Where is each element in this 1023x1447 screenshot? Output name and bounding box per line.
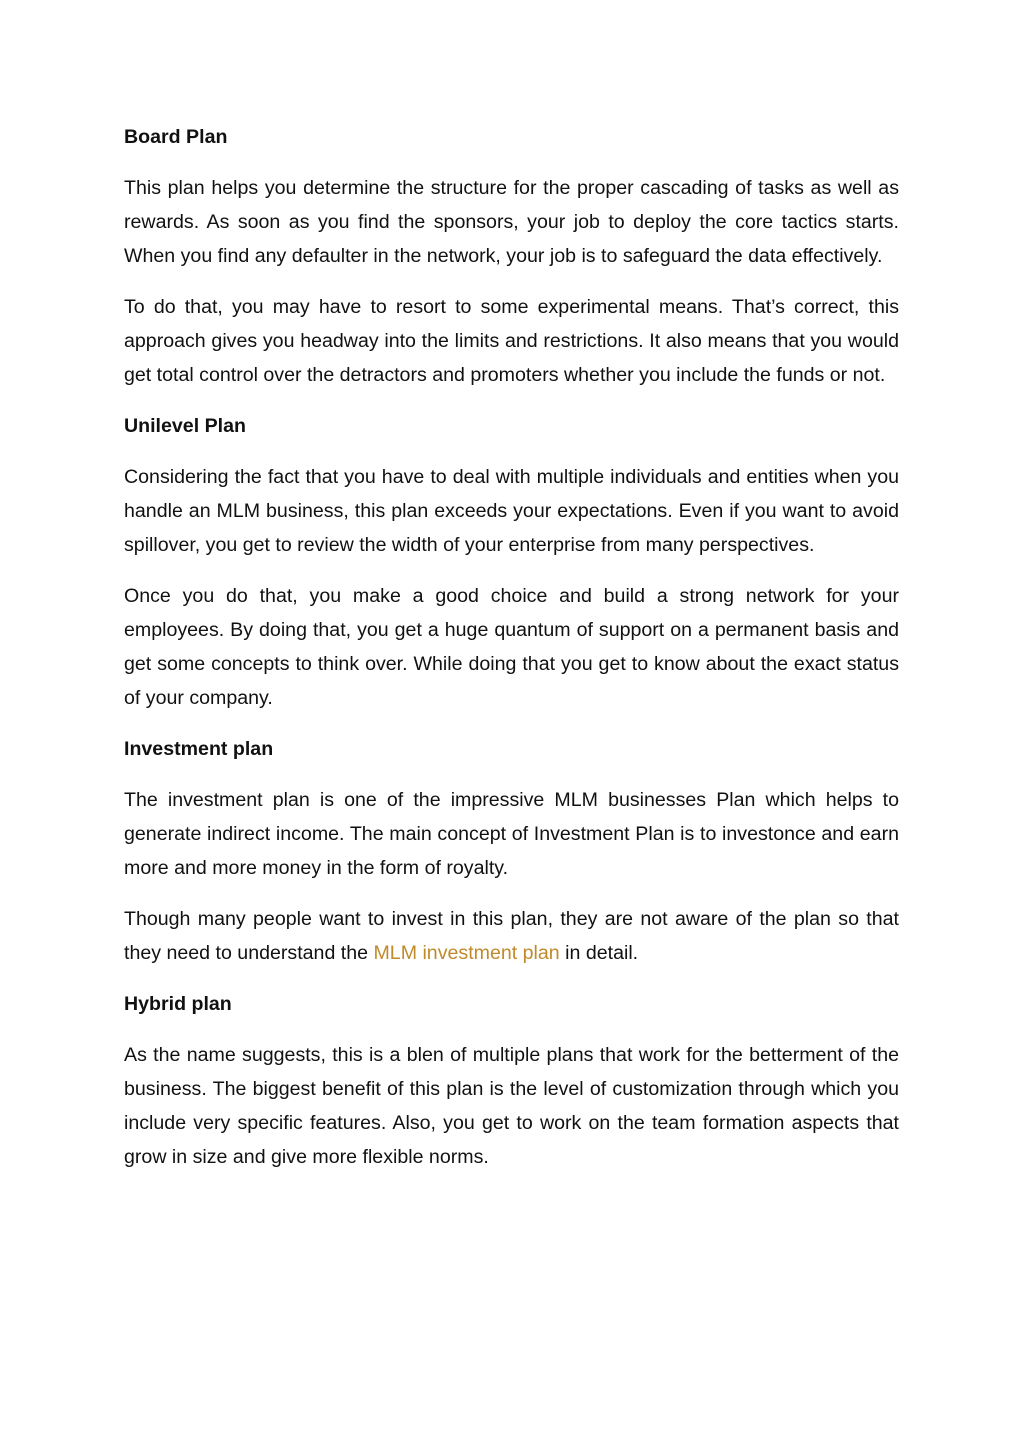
heading-unilevel-plan: Unilevel Plan bbox=[124, 415, 246, 437]
paragraph-text-after-link: in detail. bbox=[559, 942, 639, 964]
paragraph: Once you do that, you make a good choice and build a strong network for your employees. By doing that, you get a huge quantum of support on a permanent basis and get some concepts to think over. While doing that you get to know about the exact status of your company. bbox=[124, 585, 899, 709]
mlm-investment-plan-link[interactable]: MLM investment plan bbox=[373, 942, 560, 964]
paragraph: Considering the fact that you have to deal with multiple individuals and entities when you handle an MLM business, this plan exceeds your expectations. Even if you want to avoid spillover, you get to review the width of your enterprise from many perspectives. bbox=[124, 466, 899, 556]
heading-hybrid-plan: Hybrid plan bbox=[124, 993, 232, 1015]
paragraph: The investment plan is one of the impressive MLM businesses Plan which helps to generate indirect income. The main concept of Investment Plan is to investonce and earn more and more money in the form of royalty. bbox=[124, 789, 899, 879]
paragraph: This plan helps you determine the structure for the proper cascading of tasks as well as rewards. As soon as you find the sponsors, your job to deploy the core tactics starts. When you find any defaulter in the network, your job is to safeguard the data effectively. bbox=[124, 177, 899, 267]
heading-investment-plan: Investment plan bbox=[124, 738, 274, 760]
paragraph-with-link bbox=[124, 902, 899, 970]
paragraph: As the name suggests, this is a blen of multiple plans that work for the betterment of the business. The biggest benefit of this plan is the level of customization through which you include very specific features. Also, you get to work on the team formation aspects that grow in size and give more flexible norms. bbox=[124, 1044, 899, 1168]
document-body bbox=[124, 120, 899, 1191]
paragraph: To do that, you may have to resort to some experimental means. That’s correct, this approach gives you headway into the limits and restrictions. It also means that you would get total control over the detractors and promoters whether you include the funds or not. bbox=[124, 296, 899, 386]
heading-board-plan: Board Plan bbox=[124, 126, 228, 148]
paragraph-text-before-link: Though many people want to invest in this plan, they are not aware of the plan so that they need to understand the bbox=[124, 908, 899, 964]
